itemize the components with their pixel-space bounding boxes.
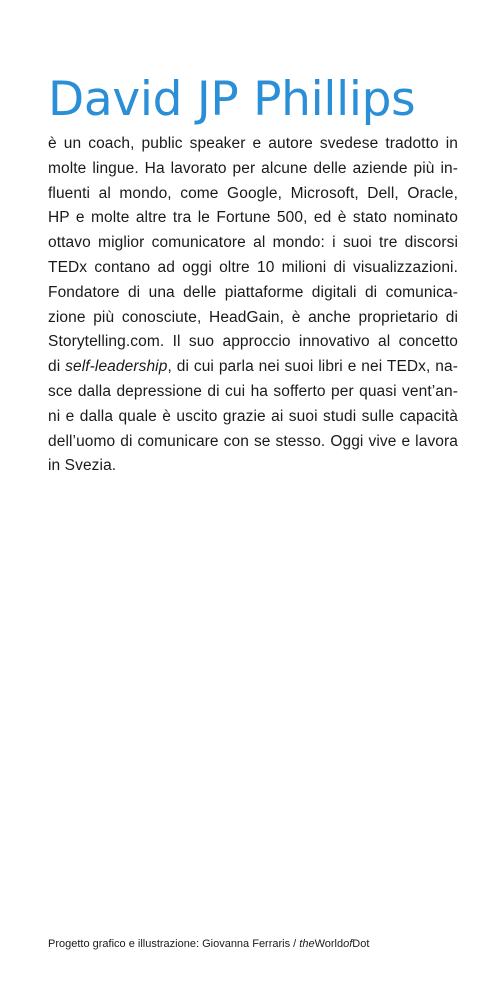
author-bio [48, 132, 458, 479]
bio-line: sce dalla depressione di cui ha sofferto per quasi vent’an- [48, 382, 458, 400]
bio-line-suffix: , di cui parla nei suoi libri e nei TEDx, na- [167, 358, 458, 376]
brand-of: of [343, 938, 353, 950]
bio-line: è un coach, public speaker e autore svedese tradotto in [48, 135, 458, 152]
bio-line-prefix: di [48, 358, 66, 376]
bio-line: HP e molte altre tra le Fortune 500, ed è stato nominato [48, 209, 458, 227]
bio-line: TEDx contano ad oggi oltre 10 milioni di visualizzazioni. [48, 258, 458, 276]
bio-line: Fondatore di una delle piattaforme digitali di comunica- [48, 283, 458, 301]
self-leadership-term: self-leadership [65, 358, 168, 376]
bio-line: ottavo miglior comunicatore al mondo: i suoi tre discorsi [48, 234, 458, 252]
brand-dot: Dot [352, 938, 370, 950]
bio-line: zione più conosciute, HeadGain, è anche proprietario di [48, 308, 458, 326]
design-credit [48, 937, 369, 951]
bio-line-self-leadership [48, 355, 458, 380]
bio-line: dell’uomo di comunicare con se stesso. Oggi vive e lavora [48, 432, 458, 450]
bio-line: ni e dalla quale è uscito grazie ai suoi studi sulle capacità [48, 407, 458, 425]
bio-line: fluenti al mondo, come Google, Microsoft, Dell, Oracle, [48, 184, 458, 202]
brand-the: the [299, 938, 315, 950]
bio-line: in Svezia. [48, 457, 117, 475]
credit-text: Progetto grafico e illustrazione: Giovanna Ferraris / [48, 938, 300, 950]
bio-line: Storytelling.com. Il suo approccio innovativo al concetto [48, 333, 458, 351]
author-name: David JP Phillips [48, 72, 416, 127]
bio-line: molte lingue. Ha lavorato per alcune delle aziende più in- [48, 159, 458, 177]
brand-world: World [314, 938, 344, 950]
